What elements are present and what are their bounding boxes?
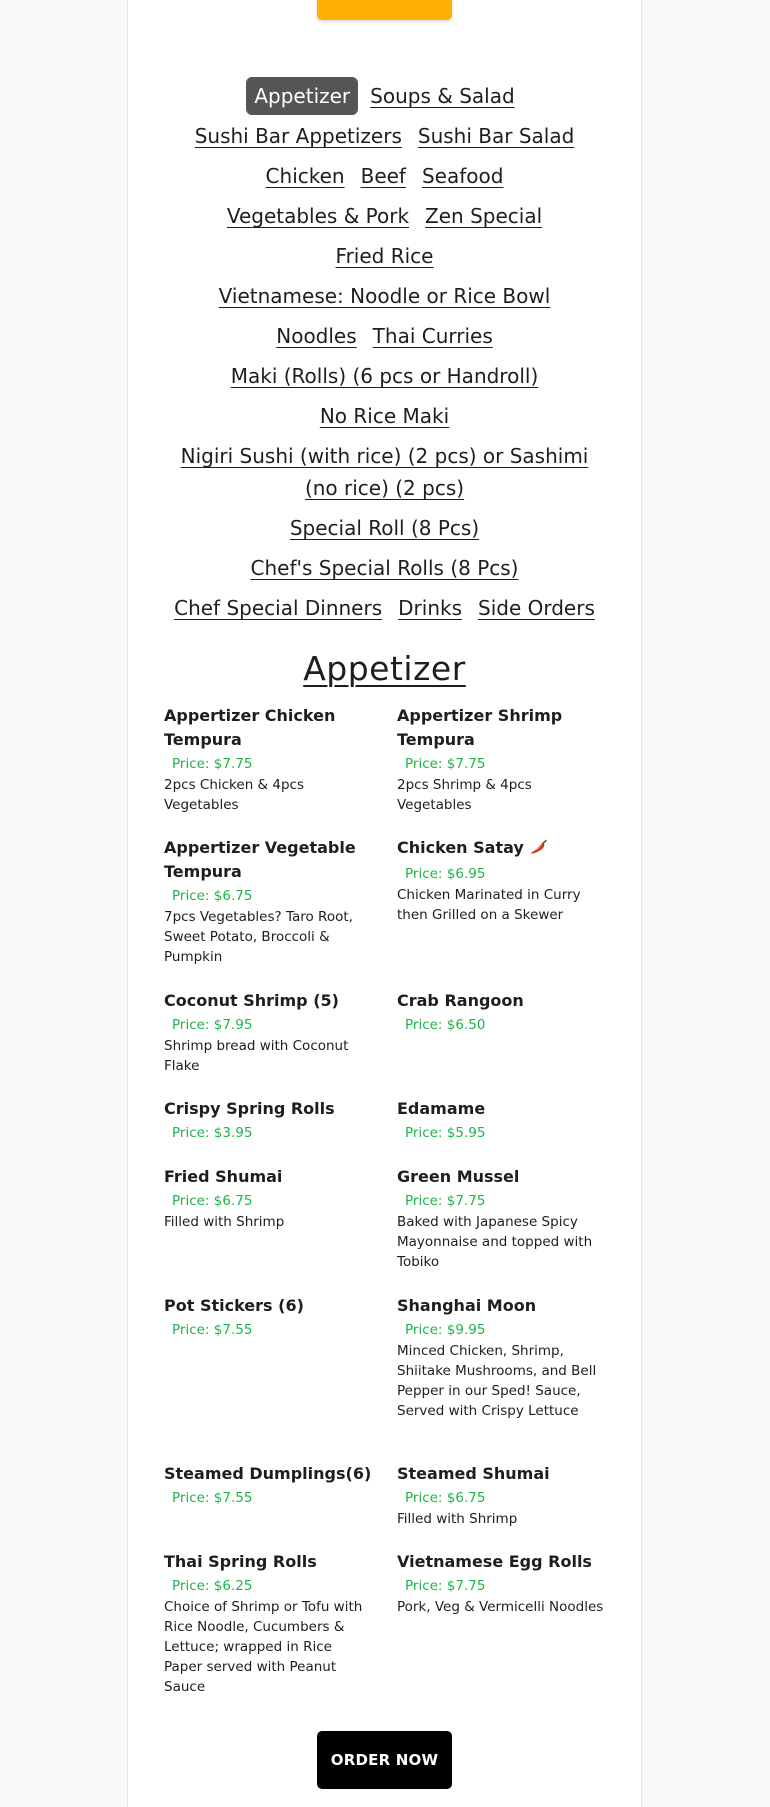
menu-item[interactable]: [397, 836, 607, 925]
item-name: Fried Shumai: [164, 1167, 283, 1186]
item-description: Shrimp bread with Coconut Flake: [164, 1038, 349, 1074]
menu-item[interactable]: [164, 836, 374, 967]
nav-link-thai-curries[interactable]: Thai Curries: [372, 324, 493, 348]
item-price: Price: $5.95: [405, 1125, 486, 1141]
nav-row: [127, 76, 642, 116]
nav-link-sushi-bar-appetizers[interactable]: Sushi Bar Appetizers: [194, 124, 402, 148]
item-name: Vietnamese Egg Rolls: [397, 1552, 592, 1571]
nav-link-special-roll[interactable]: Special Roll (8 Pcs): [289, 516, 480, 540]
item-price: Price: $7.95: [172, 1017, 253, 1033]
item-name: Steamed Shumai: [397, 1464, 550, 1483]
nav-link-appetizer[interactable]: Appetizer: [246, 77, 358, 115]
top-order-button[interactable]: [317, 0, 452, 20]
nav-link-maki-rolls[interactable]: Maki (Rolls) (6 pcs or Handroll): [230, 364, 539, 388]
item-name: Appertizer Shrimp Tempura: [397, 706, 563, 749]
nav-row: [127, 196, 642, 236]
menu-item[interactable]: [164, 1294, 374, 1340]
menu-item[interactable]: [397, 989, 607, 1035]
section-title: Appetizer: [303, 649, 466, 688]
nav-row: [127, 276, 642, 316]
item-name: Edamame: [397, 1099, 486, 1118]
nav-link-chicken[interactable]: Chicken: [265, 164, 345, 188]
item-name: Shanghai Moon: [397, 1296, 537, 1315]
item-name: Steamed Dumplings(6): [164, 1464, 372, 1483]
order-now-button[interactable]: ORDER NOW: [317, 1731, 452, 1789]
nav-link-chef-special-dinners[interactable]: Chef Special Dinners: [174, 596, 383, 620]
item-name: Pot Stickers (6): [164, 1296, 304, 1315]
nav-link-drinks[interactable]: Drinks: [398, 596, 462, 620]
item-price: Price: $6.75: [405, 1490, 486, 1506]
nav-row: [127, 236, 642, 276]
item-description: 7pcs Vegetables? Taro Root, Sweet Potato, Broccoli & Pumpkin: [164, 909, 353, 965]
item-price: Price: $9.95: [405, 1322, 486, 1338]
item-price: Price: $6.25: [172, 1578, 253, 1594]
item-description: 2pcs Shrimp & 4pcs Vegetables: [397, 777, 532, 813]
menu-item[interactable]: [164, 1550, 374, 1697]
nav-row: [127, 548, 642, 588]
item-name: Green Mussel: [397, 1167, 520, 1186]
nav-link-zen-special[interactable]: Zen Special: [425, 204, 543, 228]
item-description: Filled with Shrimp: [164, 1214, 285, 1230]
item-name: Crispy Spring Rolls: [164, 1099, 335, 1118]
nav-link-vegetables-pork[interactable]: Vegetables & Pork: [226, 204, 410, 228]
menu-item[interactable]: [397, 1097, 607, 1143]
spicy-pepper-icon: [530, 838, 548, 862]
nav-link-sushi-bar-salad[interactable]: Sushi Bar Salad: [417, 124, 575, 148]
item-price: Price: $6.75: [172, 888, 253, 904]
item-description: Baked with Japanese Spicy Mayonnaise and topped with Tobiko: [397, 1214, 593, 1270]
menu-item[interactable]: [164, 1165, 374, 1232]
item-name: Appertizer Vegetable Tempura: [164, 838, 356, 881]
item-name: Chicken Satay: [397, 838, 524, 857]
item-name: Coconut Shrimp (5): [164, 991, 339, 1010]
menu-item[interactable]: [397, 1550, 607, 1617]
item-description: Choice of Shrimp or Tofu with Rice Noodle, Cucumbers & Lettuce; wrapped in Rice Paper served with Peanut Sauce: [164, 1599, 363, 1695]
item-price: Price: $7.75: [172, 756, 253, 772]
nav-link-noodles[interactable]: Noodles: [276, 324, 357, 348]
nav-row: [127, 436, 642, 508]
menu-item[interactable]: [164, 704, 374, 815]
nav-link-no-rice-maki[interactable]: No Rice Maki: [319, 404, 450, 428]
item-description: 2pcs Chicken & 4pcs Vegetables: [164, 777, 304, 813]
nav-row: [127, 588, 642, 628]
menu-item[interactable]: [397, 1462, 607, 1529]
menu-item[interactable]: [397, 1294, 607, 1421]
nav-row: [127, 156, 642, 196]
item-price: Price: $6.95: [405, 866, 486, 882]
item-price: Price: $6.50: [405, 1017, 486, 1033]
menu-item[interactable]: [164, 1462, 374, 1508]
nav-link-fried-rice[interactable]: Fried Rice: [335, 244, 434, 268]
item-price: Price: $3.95: [172, 1125, 253, 1141]
item-description: Minced Chicken, Shrimp, Shiitake Mushrooms, and Bell Pepper in our Sped! Sauce, Served with Crispy Lettuce: [397, 1343, 597, 1419]
nav-link-nigiri-sashimi[interactable]: Nigiri Sushi (with rice) (2 pcs) or Sashimi (no rice) (2 pcs): [180, 444, 589, 500]
item-description: Pork, Veg & Vermicelli Noodles: [397, 1599, 604, 1615]
item-price: Price: $7.75: [405, 1578, 486, 1594]
nav-link-seafood[interactable]: Seafood: [421, 164, 504, 188]
menu-item[interactable]: [164, 1097, 374, 1143]
nav-link-soups-salad[interactable]: Soups & Salad: [370, 84, 515, 108]
item-name-row: [397, 836, 607, 862]
nav-link-side-orders[interactable]: Side Orders: [478, 596, 595, 620]
nav-row: [127, 356, 642, 396]
item-price: Price: $7.55: [172, 1490, 253, 1506]
item-price: Price: $7.75: [405, 756, 486, 772]
menu-item[interactable]: [397, 1165, 607, 1272]
nav-row: [127, 396, 642, 436]
item-price: Price: $7.75: [405, 1193, 486, 1209]
menu-item[interactable]: [164, 989, 374, 1076]
item-name: Appertizer Chicken Tempura: [164, 706, 336, 749]
item-description: Filled with Shrimp: [397, 1511, 518, 1527]
menu-item[interactable]: [397, 704, 607, 815]
item-description: Chicken Marinated in Curry then Grilled on a Skewer: [397, 887, 581, 923]
item-price: Price: $7.55: [172, 1322, 253, 1338]
category-nav: [127, 76, 642, 628]
item-price: Price: $6.75: [172, 1193, 253, 1209]
nav-link-beef[interactable]: Beef: [360, 164, 406, 188]
nav-row: [127, 316, 642, 356]
nav-row: [127, 116, 642, 156]
nav-row: [127, 508, 642, 548]
nav-link-vietnamese-noodle-rice-bowl[interactable]: Vietnamese: Noodle or Rice Bowl: [218, 284, 551, 308]
item-name: Thai Spring Rolls: [164, 1552, 317, 1571]
nav-link-chefs-special-rolls[interactable]: Chef's Special Rolls (8 Pcs): [250, 556, 519, 580]
item-name: Crab Rangoon: [397, 991, 524, 1010]
